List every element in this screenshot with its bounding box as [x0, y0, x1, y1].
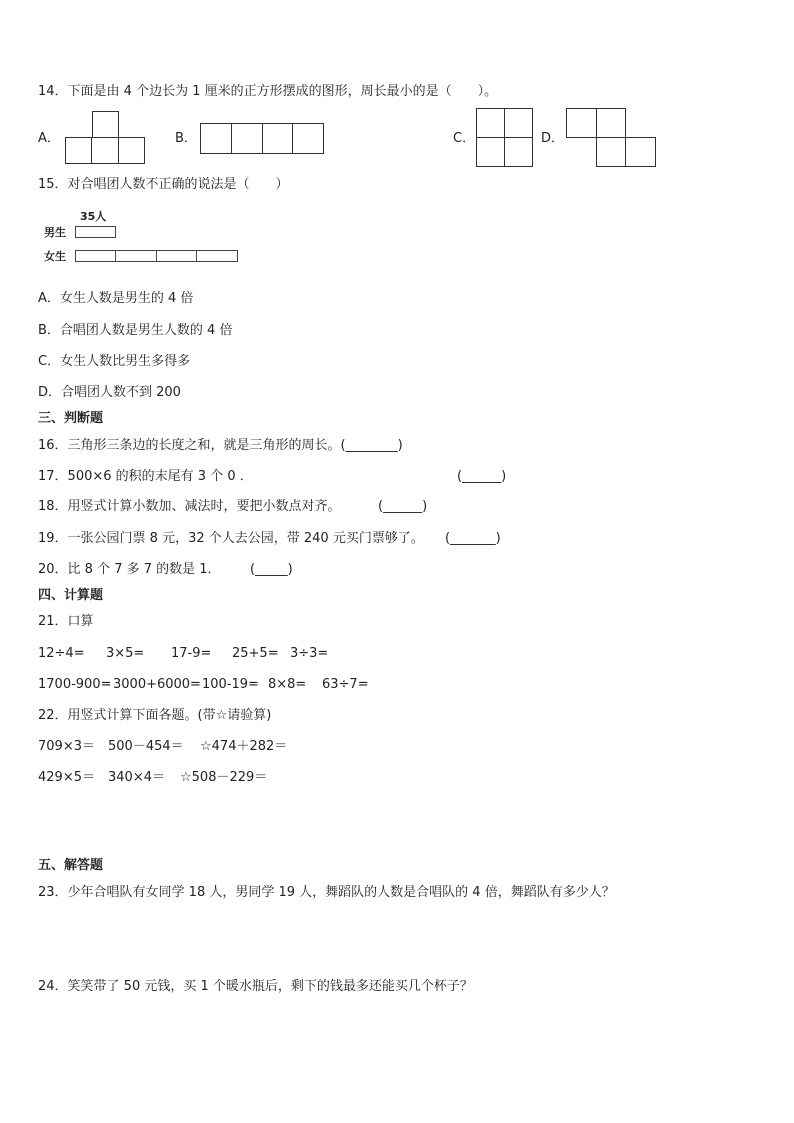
oral-calc-item: 63÷7=: [322, 677, 369, 692]
q15-option-c: C．女生人数比男生多得多: [38, 354, 191, 369]
oral-calc-item: 1700-900=: [38, 677, 112, 692]
question-22-title: 22．用竖式计算下面各题。(带☆请验算): [38, 708, 272, 723]
q15-option-b: B．合唱团人数是男生人数的 4 倍: [38, 323, 233, 338]
diagram-boys-label: 男生: [44, 226, 66, 239]
q14-option-c-label: C．: [453, 131, 476, 146]
question-18: 18．用竖式计算小数加、减法时，要把小数点对齐。: [38, 499, 341, 514]
q14-option-b-label: B．: [175, 131, 197, 146]
diagram-girls-label: 女生: [44, 250, 66, 263]
vertical-calc-item: 709×3＝: [38, 739, 95, 754]
q15-option-a: A．女生人数是男生的 4 倍: [38, 291, 194, 306]
question-15-text: 15．对合唱团人数不正确的说法是（ ）: [38, 177, 289, 192]
oral-calc-item: 12÷4=: [38, 646, 85, 661]
question-24: 24．笑笑带了 50 元钱，买 1 个暖水瓶后，剩下的钱最多还能买几个杯子？: [38, 979, 473, 994]
girls-bar-unit: [156, 250, 197, 262]
question-17: 17．500×6 的积的末尾有 3 个 0 ．: [38, 469, 253, 484]
question-16: 16．三角形三条边的长度之和，就是三角形的周长。(________): [38, 438, 403, 453]
question-14-text: 14．下面是由 4 个边长为 1 厘米的正方形摆成的图形，周长最小的是（ ）。: [38, 84, 498, 99]
vertical-calc-item: 429×5＝: [38, 770, 95, 785]
q15-option-d: D．合唱团人数不到 200: [38, 385, 181, 400]
section-3-title: 三、判断题: [38, 411, 104, 426]
q17-answer-blank: (______): [457, 469, 507, 484]
oral-calc-item: 3÷3=: [290, 646, 329, 661]
q14-option-a-label: A．: [38, 131, 60, 146]
vertical-calc-item: 340×4＝: [108, 770, 165, 785]
vertical-calc-item: ☆474＋282＝: [200, 739, 288, 754]
section-5-title: 五、解答题: [38, 858, 104, 873]
boys-bar: [75, 226, 116, 238]
oral-calc-item: 3×5=: [106, 646, 145, 661]
oral-calc-item: 17-9=: [171, 646, 212, 661]
oral-calc-item: 3000+6000=: [113, 677, 201, 692]
question-23: 23．少年合唱队有女同学 18 人，男同学 19 人，舞蹈队的人数是合唱队的 4 倍，舞蹈队有多少人？: [38, 885, 615, 900]
oral-calc-item: 100-19=: [202, 677, 259, 692]
oral-calc-item: 25+5=: [232, 646, 279, 661]
vertical-calc-item: ☆508－229＝: [180, 770, 268, 785]
section-4-title: 四、计算题: [38, 588, 104, 603]
q20-answer-blank: (_____): [250, 562, 293, 577]
vertical-calc-item: 500－454＝: [108, 739, 184, 754]
question-19: 19．一张公园门票 8 元，32 个人去公园，带 240 元买门票够了。: [38, 531, 424, 546]
girls-bar-unit: [115, 250, 157, 262]
q14-option-d-label: D．: [541, 131, 565, 146]
oral-calc-item: 8×8=: [268, 677, 307, 692]
diagram-top-value: 35人: [80, 210, 107, 223]
question-21-title: 21．口算: [38, 614, 94, 629]
girls-bar-unit: [196, 250, 238, 262]
q18-answer-blank: (______): [378, 499, 428, 514]
q19-answer-blank: (_______): [445, 531, 501, 546]
question-20: 20．比 8 个 7 多 7 的数是 1．: [38, 562, 221, 577]
girls-bar-unit: [75, 250, 116, 262]
